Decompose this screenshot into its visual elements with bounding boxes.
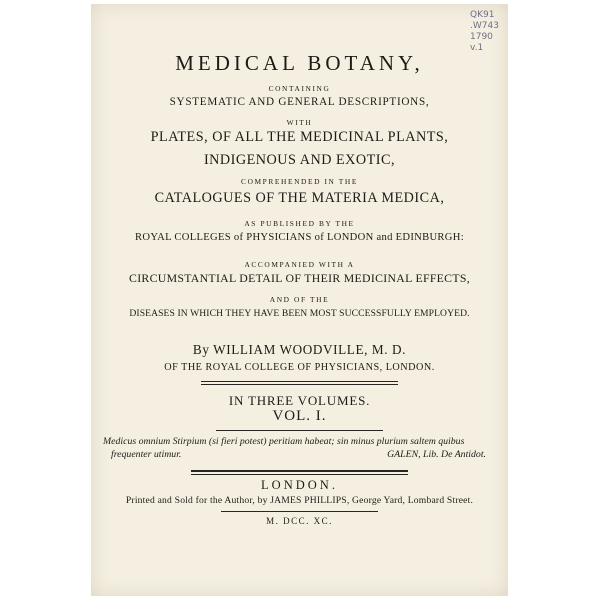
with-text: WITH — [286, 118, 313, 127]
systematic-line: SYSTEMATIC AND GENERAL DESCRIPTIONS, — [169, 96, 430, 108]
volume-number: VOL. I. — [272, 408, 327, 424]
shelfmark-line: QK91 — [470, 10, 495, 20]
plates-line: PLATES, OF ALL THE MEDICINAL PLANTS, — [150, 129, 449, 145]
motto-line — [103, 448, 496, 461]
indigenous-line: INDIGENOUS AND EXOTIC, — [203, 152, 396, 168]
circumstantial-line: CIRCUMSTANTIAL DETAIL OF THEIR MEDICINAL EFFECTS, — [129, 271, 470, 285]
divider-rule — [191, 470, 408, 472]
divider-rule — [201, 381, 398, 382]
book-title: MEDICAL BOTANY, — [175, 51, 424, 75]
divider-rule — [216, 430, 383, 431]
volumes-line: IN THREE VOLUMES. — [228, 393, 371, 408]
motto-source: GALEN, Lib. De Antidot. — [387, 449, 486, 460]
diseases-line: DISEASES IN WHICH THEY HAVE BEEN MOST SUCCESSFULLY EMPLOYED. — [129, 308, 470, 319]
comprehended-text: COMPREHENDED IN THE — [241, 177, 358, 186]
imprint-city: LONDON. — [261, 478, 338, 492]
shelfmark-line: v.1 — [470, 43, 484, 53]
published-text: AS PUBLISHED BY THE — [244, 219, 355, 228]
catalogues-line: CATALOGUES OF THE MATERIA MEDICA, — [154, 190, 445, 206]
divider-rule — [221, 511, 378, 512]
imprint-printer: Printed and Sold for the Author, by JAMES PHILLIPS, George Yard, Lombard Street. — [125, 495, 474, 506]
accompanied-text: ACCOMPANIED WITH A — [244, 260, 355, 269]
shelfmark-line: 1790 — [470, 32, 493, 42]
colleges-line: ROYAL COLLEGES of PHYSICIANS of LONDON and EDINBURGH: — [135, 232, 464, 243]
latin-motto — [103, 435, 496, 461]
and-of-the-text: AND OF THE — [269, 295, 330, 304]
library-shelfmark — [470, 10, 502, 54]
author-line: By WILLIAM WOODVILLE, M. D. — [192, 342, 407, 357]
title-page — [91, 4, 508, 596]
divider-rule — [201, 384, 398, 385]
motto-line: Medicus omnium Stirpium (si fieri potest) peritiam habeat; sin minus plurium saltem quibus — [103, 436, 465, 447]
divider-rule — [191, 474, 408, 475]
author-affiliation: OF THE ROYAL COLLEGE OF PHYSICIANS, LONDON. — [164, 362, 435, 373]
containing-text: CONTAINING — [268, 84, 331, 93]
imprint-date: M. DCC. XC. — [266, 516, 333, 526]
shelfmark-line: .W743 — [470, 21, 499, 31]
motto-line-end: frequenter utimur. — [111, 449, 182, 460]
